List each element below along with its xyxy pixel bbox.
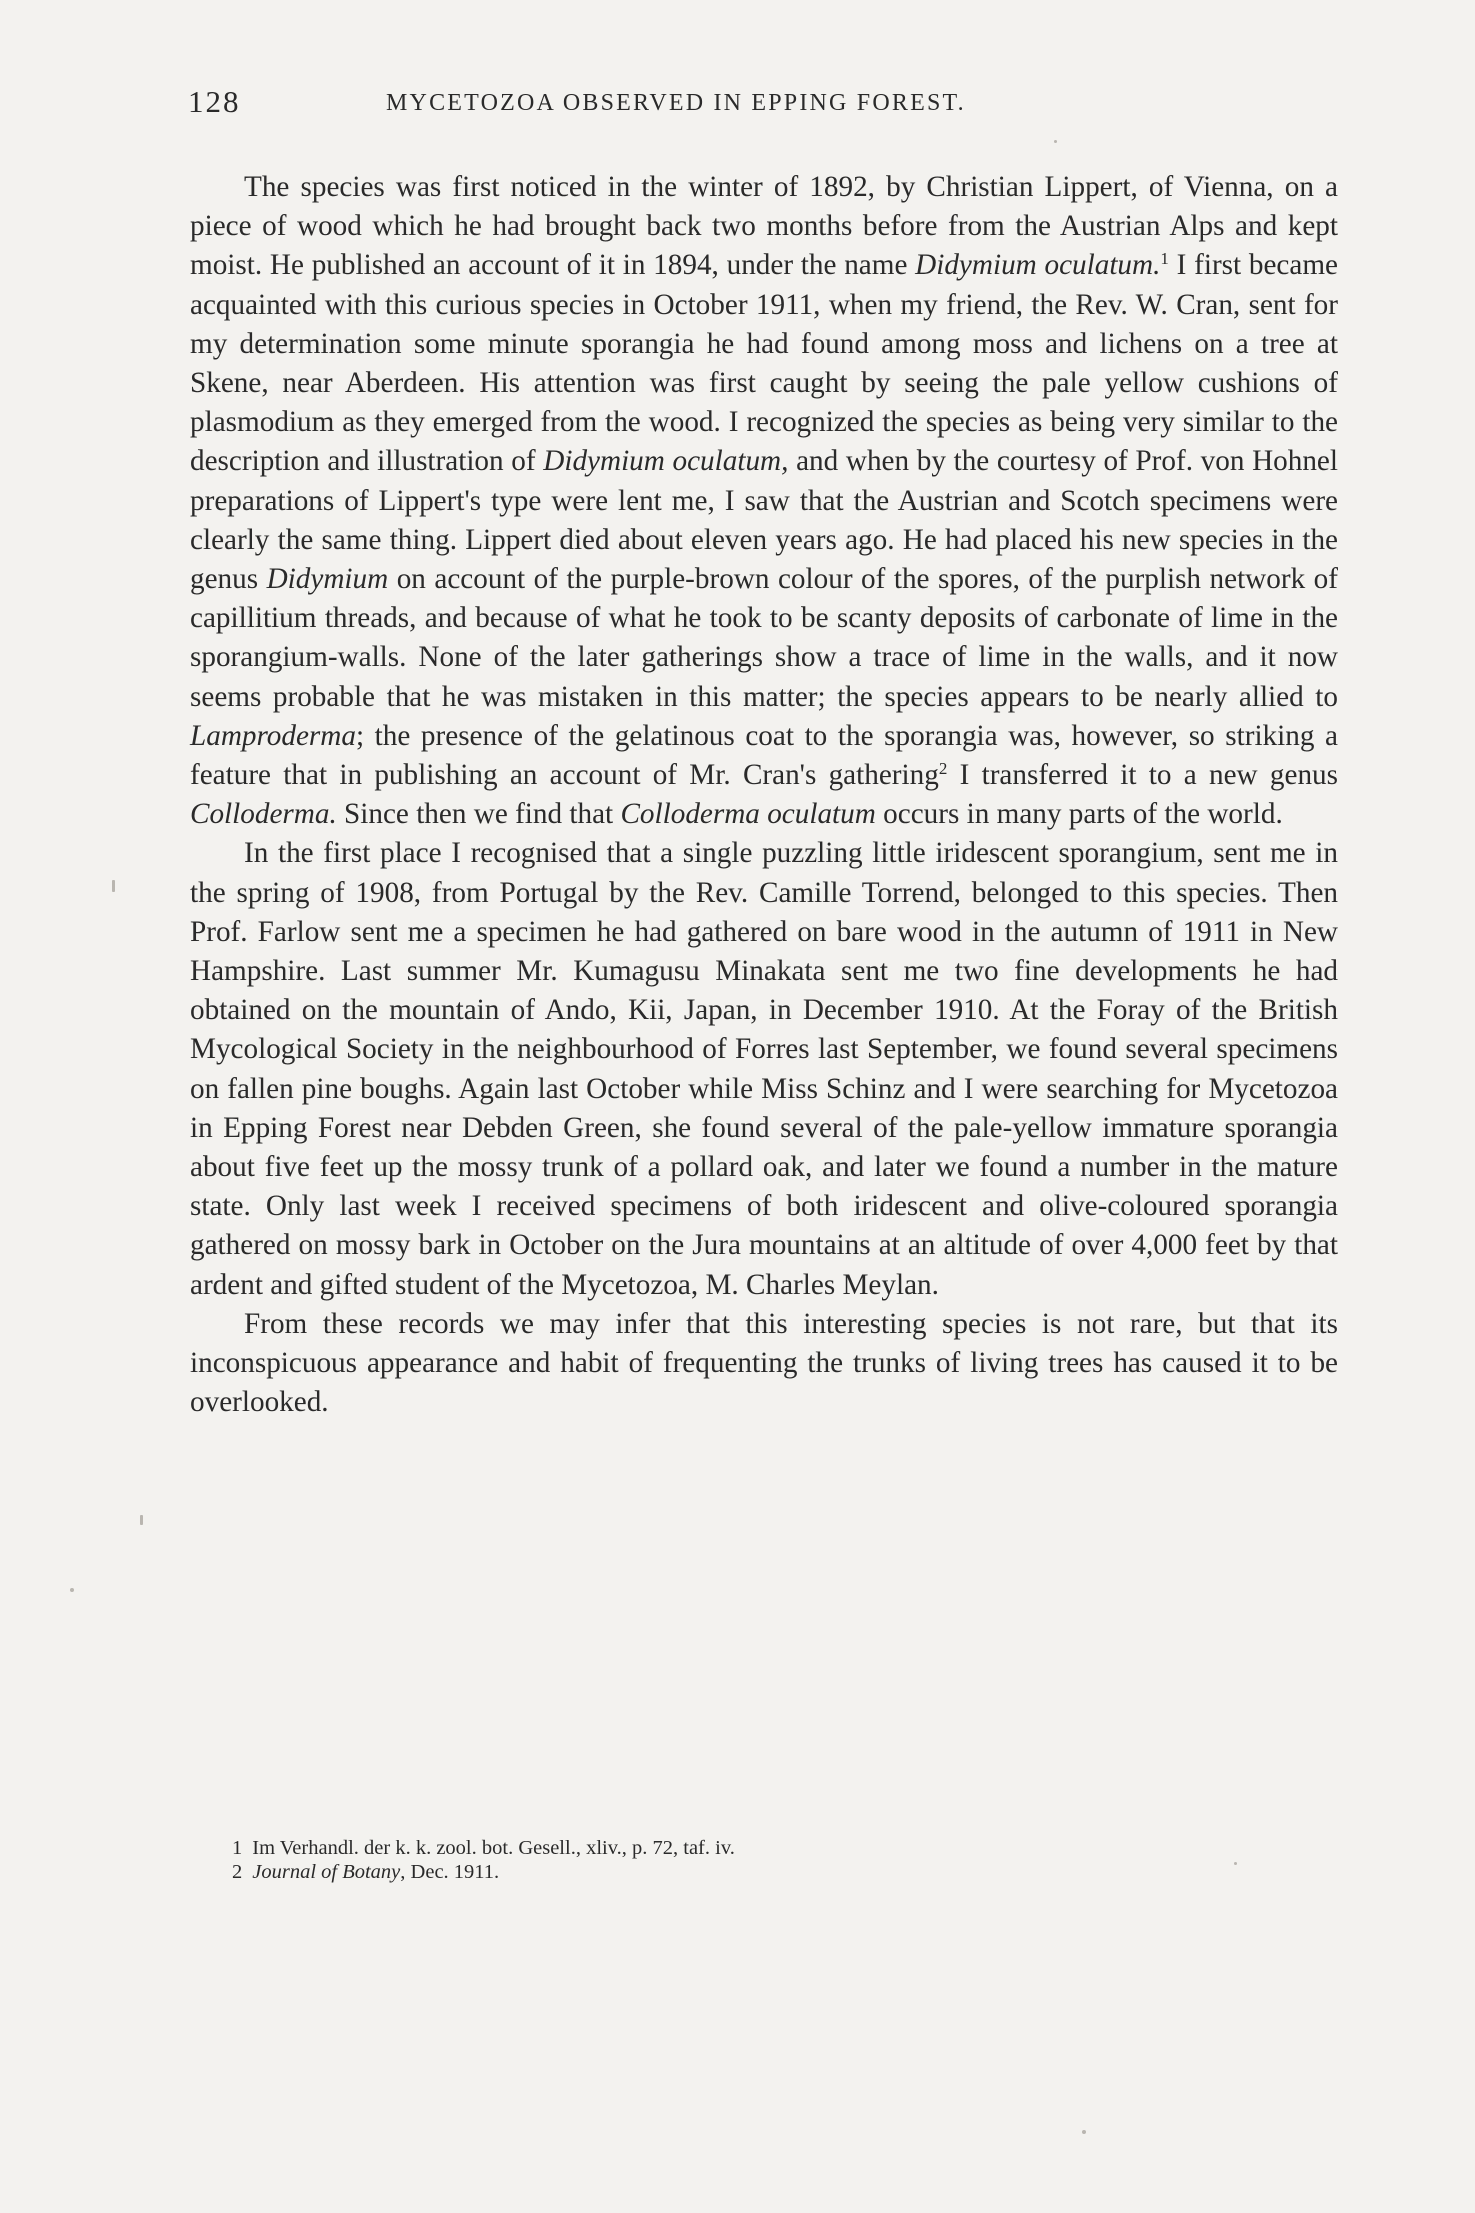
paragraph-1-text-2: I first became acquainted with this curious species in October 1911, when my friend, the Rev. W. Cran, sent for my determination some minute sporangia he had found among moss and lichens on a tree at Skene, near Aberdeen. His attention was first caught by seeing the pale yellow cushions of plasmodium as they emerged from the wood. I recognized the species as being very similar to the description and illustration of: [190, 249, 1338, 478]
paragraph-1-text-4: on account of the purple-brown colour of the spores, of the purplish network of capillitium threads, and because of what he took to be scanty deposits of carbonate of lime in the sporangium-walls. None of the later gatherings show a trace of lime in the walls, and it now seems probable that he was mistaken in this matter; the species appears to be nearly allied to: [190, 563, 1338, 713]
species-name: Colloderma oculatum: [620, 798, 876, 831]
paper-speck: [1234, 1862, 1237, 1865]
paragraph-1-text-8: occurs in many parts of the world.: [875, 798, 1283, 831]
paragraph-1-text-7: Since then we find that: [336, 798, 621, 831]
footnote-number: 2: [232, 1861, 243, 1883]
paragraph-3: From these records we may infer that this interesting species is not rare, but that its inconspicuous appearance and habit of frequenting the trunks of living trees has caused it to be overlooked.: [190, 1307, 1338, 1419]
paper-speck: [140, 1515, 143, 1525]
footnotes: [232, 1836, 1232, 1884]
paper-speck: [112, 880, 115, 892]
journal-title: Journal of Botany: [252, 1861, 401, 1883]
footnote-2: [232, 1860, 1232, 1884]
paper-speck: [1082, 2130, 1086, 2134]
footnote-ref-2: 2: [938, 759, 948, 779]
footnote-ref-1: 1: [1160, 249, 1169, 269]
page-number: 128: [188, 84, 241, 119]
body-text: [190, 168, 1338, 1423]
footnote-1: [232, 1836, 1232, 1860]
paper-speck: [1054, 140, 1057, 143]
paragraph-1-text-6: I transferred it to a new genus: [947, 759, 1338, 792]
paragraph-1: [190, 168, 1338, 834]
paragraph-1-text-5: ; the presence of the gelatinous coat to the sporangia was, however, so striking a feature that in publishing an account of Mr. Cran's gathering: [190, 719, 1338, 792]
paragraph-2: In the first place I recognised that a single puzzling little iridescent sporangium, sent me in the spring of 1908, from Portugal by the Rev. Camille Torrend, belonged to this species. Then Prof. Farlow sent me a specimen he had gathered on bare wood in the autumn of 1911 in New Hampshire. Last summer Mr. Kumagusu Minakata sent me two fine developments he had obtained on the mountain of Ando, Kii, Japan, in December 1910. At the Foray of the British Mycological Society in the neighbourhood of Forres last September, we found several specimens on fallen pine boughs. Again last October while Miss Schinz and I were searching for Mycetozoa in Epping Forest near Debden Green, she found several of the pale-yellow immature sporangia about five feet up the mossy trunk of a pollard oak, and later we found a number in the mature state. Only last week I received specimens of both iridescent and olive-coloured sporangia gathered on mossy bark in October on the Jura mountains at an altitude of over 4,000 feet by that ardent and gifted student of the Mycetozoa, M. Charles Meylan.: [190, 837, 1338, 1301]
species-name: Didymium oculatum.: [915, 249, 1161, 282]
genus-name: Didymium: [266, 563, 389, 596]
paper-speck: [70, 1588, 74, 1592]
species-name: Didymium oculatum,: [543, 445, 789, 478]
paragraph-1-text-1: The species was first noticed in the winter of 1892, by Christian Lippert, of Vienna, on a piece of wood which he had brought back two months before from the Austrian Alps and kept moist. He published an account of it in 1894, under the name: [190, 171, 1338, 282]
paragraph-1-text-3: and when by the courtesy of Prof. von Hohnel preparations of Lippert's type were lent me, I saw that the Austrian and Scotch specimens were clearly the same thing. Lippert died about eleven years ago. He had placed his new species in the genus: [190, 445, 1339, 596]
running-head: [188, 84, 1338, 124]
genus-name: Colloderma.: [190, 798, 337, 831]
running-title: MYCETOZOA OBSERVED IN EPPING FOREST.: [386, 90, 966, 116]
genus-name: Lamproderma: [190, 719, 356, 752]
footnote-number: 1: [232, 1837, 243, 1859]
footnote-text: Im Verhandl. der k. k. zool. bot. Gesell., xliv., p. 72, taf. iv.: [252, 1837, 735, 1859]
footnote-text: , Dec. 1911.: [400, 1861, 500, 1883]
